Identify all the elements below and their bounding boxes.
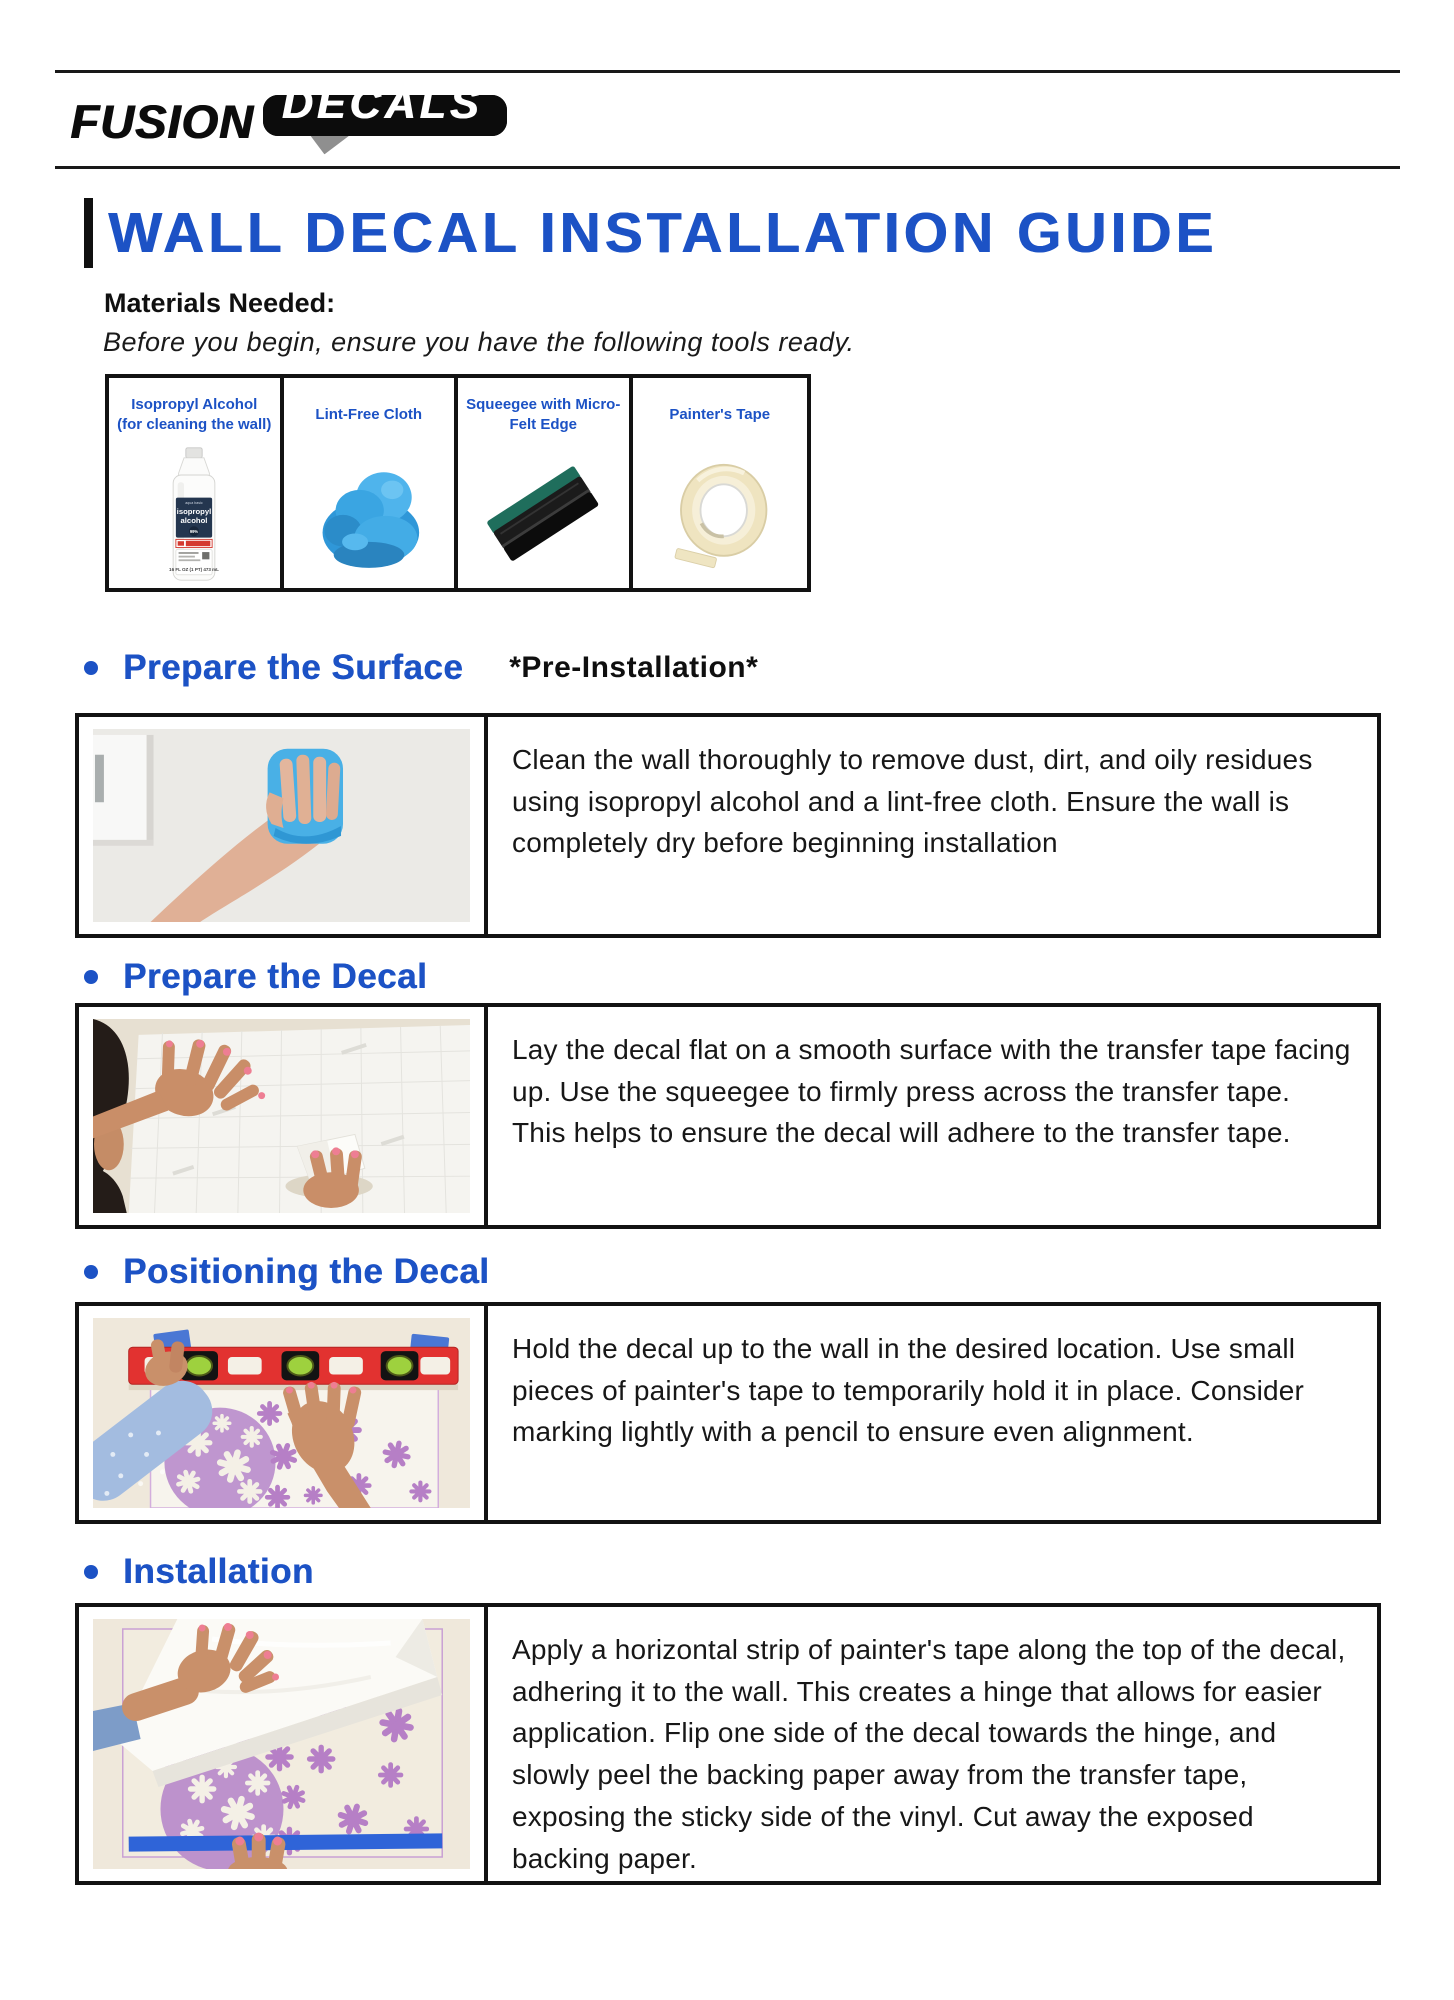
logo-decals-text: DECALS: [281, 80, 483, 128]
material-label: Lint-Free Cloth: [315, 406, 423, 424]
wall-cleaning-photo: [79, 717, 488, 934]
level-positioning-drawing: [93, 1318, 470, 1508]
section-body-text: Hold the decal up to the wall in the desired location. Use small pieces of painter's tape to temporarily hold it in place. Consider marking lightly with a pencil to ensure even alignment.: [512, 1333, 1305, 1448]
material-cell-isopropyl: [109, 378, 284, 588]
bullet-icon: [84, 1565, 98, 1579]
materials-intro: Before you begin, ensure you have the following tools ready.: [103, 327, 855, 357]
section-box-prepare-decal: [75, 1003, 1381, 1229]
material-label: Isopropyl Alcohol (for cleaning the wall): [117, 396, 272, 433]
squeegee-icon: [466, 446, 621, 582]
tape-roll-drawing: [655, 449, 785, 579]
svg-text:99%: 99%: [190, 529, 199, 535]
section-text-cell: [488, 717, 1377, 934]
section-box-installation: [75, 1603, 1381, 1885]
bullet-icon: [84, 661, 98, 675]
section-text-cell: [488, 1306, 1377, 1520]
top-divider: [55, 70, 1400, 73]
header-divider: [55, 166, 1400, 169]
logo-decals-box: [263, 80, 508, 136]
section-text-cell: [488, 1607, 1377, 1881]
title-block: [84, 198, 1217, 268]
section-text-cell: [488, 1007, 1377, 1225]
squeegee-pressing-drawing: [93, 1019, 470, 1213]
material-cell-cloth: [284, 378, 459, 588]
section-title: Prepare the Decal: [123, 957, 428, 996]
title-accent-bar: [84, 198, 93, 268]
peeling-backing-drawing: [93, 1619, 470, 1869]
material-label: Painter's Tape: [669, 406, 771, 424]
material-label: Squeegee with Micro-Felt Edge: [466, 396, 621, 433]
section-heading-prepare-surface: [84, 648, 758, 688]
material-cell-tape: [633, 378, 808, 588]
section-title: Prepare the Surface: [123, 648, 464, 687]
peeling-backing-photo: [79, 1607, 488, 1881]
svg-text:aqua basic: aqua basic: [185, 501, 203, 506]
section-box-prepare-surface: [75, 713, 1381, 938]
svg-text:alcohol: alcohol: [180, 516, 208, 526]
section-body-text: Apply a horizontal strip of painter's tape along the top of the decal, adhering it to the wall. This creates a hinge that allows for easier application. Flip one side of the decal towards the hinge, and slowly peel the backing paper away from the transfer tape, exposing the sticky side of the vinyl. Cut away the exposed backing paper.: [512, 1634, 1346, 1874]
pre-installation-note: *Pre-Installation*: [509, 651, 759, 684]
bullet-icon: [84, 970, 98, 984]
svg-text:isopropyl: isopropyl: [176, 507, 212, 516]
wall-cleaning-drawing: [93, 729, 470, 922]
section-title: Installation: [123, 1552, 314, 1591]
section-heading-prepare-decal: [84, 957, 427, 997]
section-heading-positioning-decal: [84, 1252, 489, 1292]
section-box-positioning-decal: [75, 1302, 1381, 1524]
cloth-icon: [292, 446, 447, 582]
fusion-decals-logo: [70, 80, 507, 149]
tape-roll-icon: [641, 446, 800, 582]
alcohol-bottle-icon: [117, 446, 272, 582]
logo-decals-badge: [263, 80, 508, 129]
squeegee-pressing-photo: [79, 1007, 488, 1225]
materials-heading: Materials Needed:: [104, 288, 336, 318]
bullet-icon: [84, 1265, 98, 1279]
level-positioning-photo: [79, 1306, 488, 1520]
alcohol-bottle-drawing: [142, 446, 246, 582]
material-cell-squeegee: [458, 378, 633, 588]
section-body-text: Lay the decal flat on a smooth surface with the transfer tape facing up. Use the squeegee to firmly press across the transfer tape. This helps to ensure the decal will adhere to the transfer tape.: [512, 1034, 1351, 1149]
materials-table: [105, 374, 811, 592]
section-heading-installation: [84, 1552, 314, 1592]
squeegee-drawing: [478, 449, 608, 579]
logo-fusion-text: FUSION: [70, 95, 254, 148]
cloth-drawing: [304, 449, 434, 579]
section-body-text: Clean the wall thoroughly to remove dust, dirt, and oily residues using isopropyl alcohol and a lint-free cloth. Ensure the wall is completely dry before beginning installation: [512, 744, 1313, 859]
section-title: Positioning the Decal: [123, 1252, 490, 1291]
page-title: WALL DECAL INSTALLATION GUIDE: [108, 201, 1218, 265]
svg-text:16 FL OZ (1 PT) 473 mL: 16 FL OZ (1 PT) 473 mL: [169, 567, 220, 573]
